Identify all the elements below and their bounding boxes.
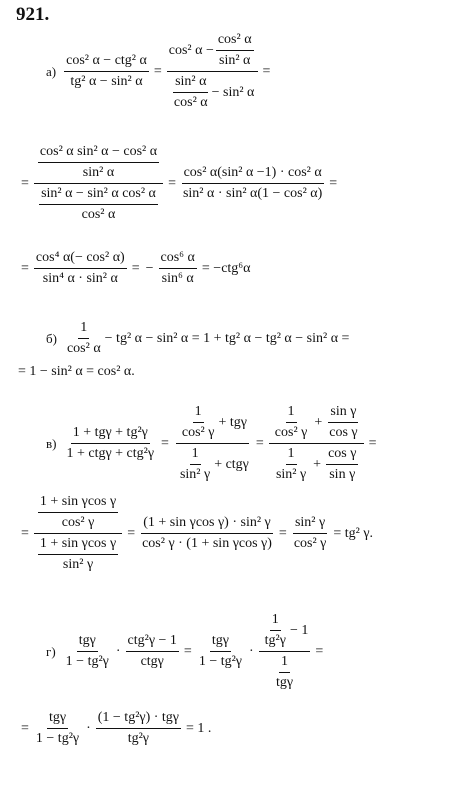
fraction: 1 tg²γ xyxy=(264,612,286,648)
part-b-label: б) xyxy=(46,330,57,346)
fraction: $\frac{\text{cos² α}}{\text{sin² α}}$ xyxy=(217,32,252,68)
fraction: $\frac{\text{sin γ}}{\text{cos γ}}$ xyxy=(329,404,358,440)
part-v-label: в) xyxy=(46,435,57,451)
part-v-line-2: = 1 + sin γcos γ cos² γ 1 + sin γcos γ sin² γ = $\frac{\text{(1 + sin γcos γ) · sin² γ}}{\text{cos² γ · (1 + sin γcos γ)}}$ = $\frac{\text{sin² γ}}{\text{cos² γ}}$ = tg² γ. xyxy=(21,494,374,572)
fraction: 1 cos² γ + $\frac{\text{sin γ}}{\text{cos γ}}$ 1 sin² γ + $\frac{\text{cos γ}}{\text{sin γ}}$ xyxy=(269,404,364,483)
part-g-label: г) xyxy=(46,643,56,659)
fraction: $\frac{\text{cos⁶ α}}{\text{sin⁶ α}}$ xyxy=(160,250,195,286)
fraction: tgγ 1 − tg²γ xyxy=(35,710,80,746)
fraction: 1 sin² γ xyxy=(275,446,307,482)
fraction: 1 + sin γcos γ cos² γ xyxy=(39,494,117,530)
fraction xyxy=(34,494,122,573)
fraction: cos² α sin² α − cos² α sin² α xyxy=(39,144,158,180)
part-g-line-2: = tgγ 1 − tg²γ · (1 − tg²γ) · tgγ tg²γ = 1 . xyxy=(21,710,212,746)
fraction: 1 cos² α xyxy=(66,320,101,356)
fraction: tgγ 1 − tg²γ xyxy=(198,633,242,669)
fraction: $\frac{\text{cos² α(sin² α −1) · cos² α}}{\text{sin² α · sin² α(1 − cos² α)}}$ xyxy=(182,165,323,201)
fraction: 1 tgγ xyxy=(275,654,294,690)
part-g-line-1: г) tgγ 1 − tg²γ · ctg²γ − 1 ctgγ = tgγ 1 − tg²γ · 1 tg²γ − 1 1 tgγ = xyxy=(46,612,324,690)
fraction: $\frac{\text{cos⁴ α(− cos² α)}}{\text{sin⁴ α · sin² α}}$ xyxy=(35,250,125,286)
part-a-line-2: = cos² α sin² α − cos² α sin² α sin² α − sin² α cos² α cos² α = $\frac{\text{cos² α(sin² α −1) · cos² α}}{\text{sin² α · sin² α(1 − cos² α)}}$ = xyxy=(21,144,338,222)
fraction: cos² α − $\frac{\text{cos² α}}{\text{sin² α}}$ sin² α cos² α − sin² α xyxy=(167,32,258,111)
fraction: 1 + tgγ + tg²γ 1 + ctgγ + ctg²γ xyxy=(66,425,155,461)
part-b-line-2: = 1 − sin² α = cos² α. xyxy=(18,364,135,379)
fraction: 1 + sin γcos γ sin² γ xyxy=(39,536,117,572)
fraction: $\frac{\text{sin² γ}}{\text{cos² γ}}$ xyxy=(293,515,327,551)
fraction: cos² α − ctg² α tg² α − sin² α xyxy=(66,53,147,89)
fraction: 1 cos² γ xyxy=(274,404,308,440)
fraction: $\frac{\text{cos γ}}{\text{sin γ}}$ xyxy=(328,446,357,482)
fraction: 1 tg²γ − 1 1 tgγ xyxy=(259,612,311,691)
fraction: sin² α − sin² α cos² α cos² α xyxy=(41,186,156,222)
fraction: ctg²γ − 1 ctgγ xyxy=(127,633,177,669)
fraction: (1 − tg²γ) · tgγ tg²γ xyxy=(97,710,179,746)
fraction: tgγ 1 − tg²γ xyxy=(65,633,109,669)
fraction xyxy=(34,144,163,223)
fraction: sin² α cos² α xyxy=(173,74,208,110)
part-a-line-3: = $\frac{\text{cos⁴ α(− cos² α)}}{\text{sin⁴ α · sin² α}}$ = − $\frac{\text{cos⁶ α}}{\text{sin⁶ α}}$ = −ctg⁶α xyxy=(21,250,251,286)
fraction: 1 sin² γ xyxy=(179,446,211,482)
fraction: 1 cos² γ + tgγ 1 sin² γ + ctgγ xyxy=(174,404,251,483)
fraction: 1 cos² γ xyxy=(181,404,215,440)
fraction: $\frac{\text{(1 + sin γcos γ) · sin² γ}}{\text{cos² γ · (1 + sin γcos γ)}}$ xyxy=(142,515,272,551)
part-a-label: а) xyxy=(46,63,57,79)
part-v-line-1: в) 1 + tgγ + tg²γ 1 + ctgγ + ctg²γ = 1 cos² γ + tgγ 1 sin² γ + ctgγ = 1 cos² γ + $\frac{\text{sin γ}}{\text{cos γ}}$ 1 sin² γ + $\frac{\text{cos γ}}{\text{sin γ}}$ = xyxy=(46,404,377,482)
problem-number: 921. xyxy=(16,4,50,25)
part-a-line-1: а) cos² α − ctg² α tg² α − sin² α = cos² α − $\frac{\text{cos² α}}{\text{sin² α}}$ sin² α cos² α − sin² α = xyxy=(46,32,271,110)
part-b-line-1: б) 1 cos² α − tg² α − sin² α = 1 + tg² α − tg² α − sin² α = xyxy=(46,320,350,356)
